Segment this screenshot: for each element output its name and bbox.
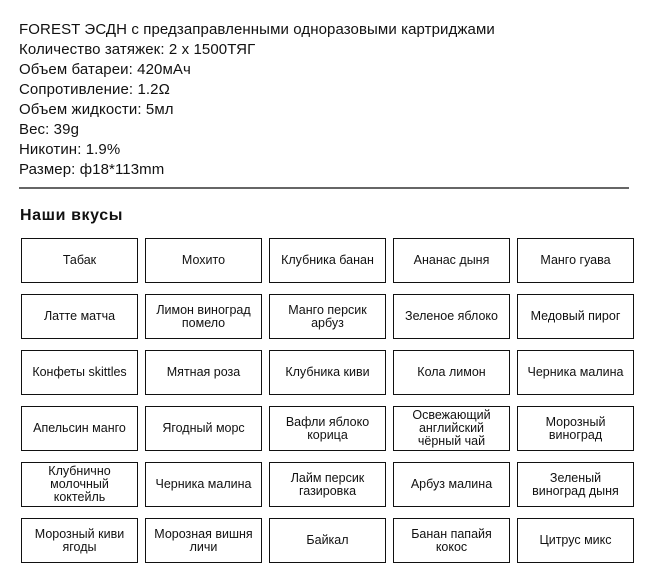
flavor-card: Лайм персик газировка (269, 462, 386, 507)
spec-title: FOREST ЭСДН с предзаправленными одноразовыми картриджами (19, 21, 495, 38)
flavor-card: Морозная вишня личи (145, 518, 262, 563)
product-specs (19, 20, 639, 180)
flavor-card: Манго персик арбуз (269, 294, 386, 339)
spec-weight: Вес: 39g (19, 121, 80, 138)
spec-puffs: Количество затяжек: 2 х 1500ТЯГ (19, 41, 256, 58)
flavor-card: Черника малина (145, 462, 262, 507)
flavor-card: Мятная роза (145, 350, 262, 395)
spec-size: Размер: ф18*113mm (19, 161, 165, 178)
flavor-card: Лимон виноград помело (145, 294, 262, 339)
flavor-card: Латте матча (21, 294, 138, 339)
spec-liquid-volume: Объем жидкости: 5мл (19, 101, 174, 118)
flavor-card: Манго гуава (517, 238, 634, 283)
flavor-card: Морозный виноград (517, 406, 634, 451)
spec-battery: Объем батареи: 420мАч (19, 61, 191, 78)
flavor-card: Освежающий английский чёрный чай (393, 406, 510, 451)
flavor-card: Клубника киви (269, 350, 386, 395)
flavor-card: Цитрус микс (517, 518, 634, 563)
flavor-card: Ягодный морс (145, 406, 262, 451)
flavor-card: Апельсин манго (21, 406, 138, 451)
flavor-card: Клубнично молочный коктейль (21, 462, 138, 507)
flavor-card: Табак (21, 238, 138, 283)
flavor-card: Конфеты skittles (21, 350, 138, 395)
flavor-card: Морозный киви ягоды (21, 518, 138, 563)
flavor-card: Зеленое яблоко (393, 294, 510, 339)
flavor-card: Вафли яблоко корица (269, 406, 386, 451)
flavors-grid (21, 238, 634, 563)
flavor-card: Кола лимон (393, 350, 510, 395)
flavor-card: Зеленый виноград дыня (517, 462, 634, 507)
divider (19, 187, 629, 189)
flavor-card: Байкал (269, 518, 386, 563)
flavor-card: Медовый пирог (517, 294, 634, 339)
flavor-card: Арбуз малина (393, 462, 510, 507)
flavor-card: Мохито (145, 238, 262, 283)
flavors-heading: Наши вкусы (20, 207, 123, 224)
spec-nicotine: Никотин: 1.9% (19, 141, 121, 158)
flavor-card: Черника малина (517, 350, 634, 395)
flavor-card: Клубника банан (269, 238, 386, 283)
flavor-card: Банан папайя кокос (393, 518, 510, 563)
spec-resistance: Сопротивление: 1.2Ω (19, 81, 170, 98)
flavor-card: Ананас дыня (393, 238, 510, 283)
